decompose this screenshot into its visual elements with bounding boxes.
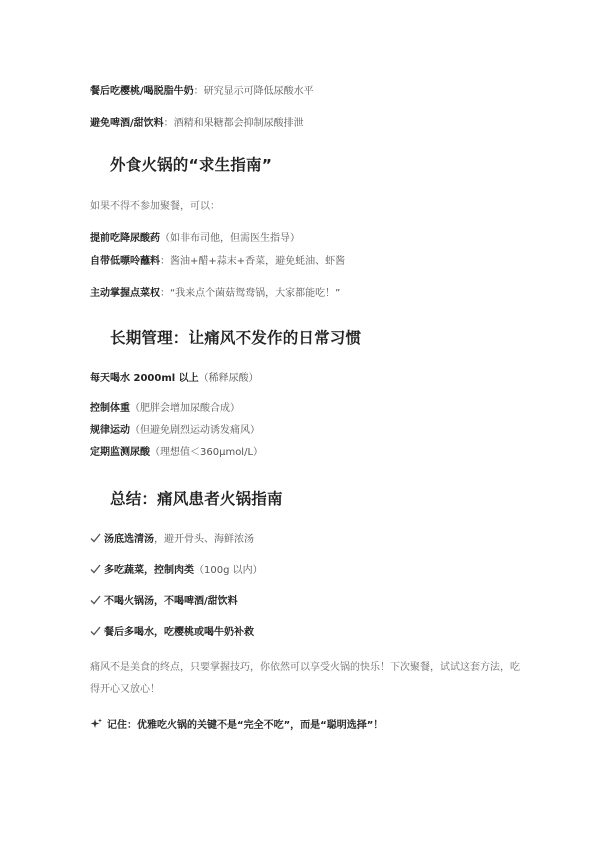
summary-check-item: [90, 623, 254, 638]
summary-check-item: [90, 592, 238, 607]
check-mark-icon: [90, 595, 101, 605]
item-label: 多吃蔬菜，控制肉类: [104, 565, 194, 576]
list-item: [90, 284, 340, 299]
section-heading-long-term: 长期管理：让痛风不发作的日常习惯: [110, 329, 362, 347]
check-mark-icon: [90, 626, 101, 636]
check-mark-icon: [90, 564, 101, 574]
section-heading-dining-out: 外食火锅的“求生指南”: [110, 156, 273, 174]
item-text: （肥胖会增加尿酸合成）: [130, 403, 240, 414]
item-text: ：酱油+醋+蒜末+香菜，避免蚝油、虾酱: [160, 256, 346, 267]
sparkle-icon: [90, 718, 102, 730]
item-label: 提前吃降尿酸药: [90, 233, 160, 244]
item-text: （100g 以内）: [194, 565, 263, 576]
item-text: （但避免剧烈运动诱发痛风）: [130, 425, 260, 436]
dining-intro: 如果不得不参加聚餐，可以：: [90, 201, 220, 212]
list-item: [90, 252, 345, 267]
list-item: [90, 399, 240, 414]
list-item: [90, 421, 260, 436]
item-text: ，避开骨头、海鲜浓汤: [154, 534, 254, 545]
item-label: 餐后多喝水，吃樱桃或喝牛奶补救: [104, 627, 254, 638]
tip-label: 避免啤酒/甜饮料: [90, 118, 164, 129]
item-text: （如非布司他，但需医生指导）: [160, 233, 300, 244]
item-label: 每天喝水 2000ml 以上: [90, 373, 199, 384]
item-text: （稀释尿酸）: [198, 373, 259, 384]
item-label: 控制体重: [90, 403, 130, 414]
item-label: 规律运动: [90, 425, 130, 436]
list-item: [90, 369, 259, 384]
item-text: （理想值＜360μmol/L）: [150, 447, 264, 458]
item-label: 不喝火锅汤，不喝啤酒/甜饮料: [104, 596, 238, 607]
summary-check-item: [90, 561, 263, 576]
list-item: [90, 229, 300, 244]
tip-label: 餐后吃樱桃/喝脱脂牛奶: [90, 86, 194, 97]
item-label: 主动掌握点菜权: [90, 288, 160, 299]
remember-note: [90, 716, 383, 731]
item-label: 自带低嘌呤蘸料: [90, 256, 160, 267]
tip-cherry-milk: [90, 82, 314, 97]
item-text: ：“我来点个菌菇鸳鸯锅，大家都能吃！”: [160, 288, 341, 299]
remember-text: 记住：优雅吃火锅的关键不是“完全不吃”，而是“聪明选择”！: [107, 720, 384, 731]
item-label: 汤底选清汤: [104, 534, 154, 545]
section-heading-summary: 总结：痛风患者火锅指南: [110, 490, 283, 508]
summary-check-item: [90, 530, 254, 545]
tip-avoid-beer: [90, 114, 304, 129]
check-mark-icon: [90, 533, 101, 543]
list-item: [90, 443, 263, 458]
tip-text: ：酒精和果糖都会抑制尿酸排泄: [163, 118, 304, 129]
closing-paragraph: 痛风不是美食的终点，只要掌握技巧，你依然可以享受火锅的快乐！下次聚餐，试试这套方法，吃得开心又放心！: [90, 662, 520, 695]
tip-text: ：研究显示可降低尿酸水平: [193, 86, 314, 97]
item-label: 定期监测尿酸: [90, 447, 150, 458]
